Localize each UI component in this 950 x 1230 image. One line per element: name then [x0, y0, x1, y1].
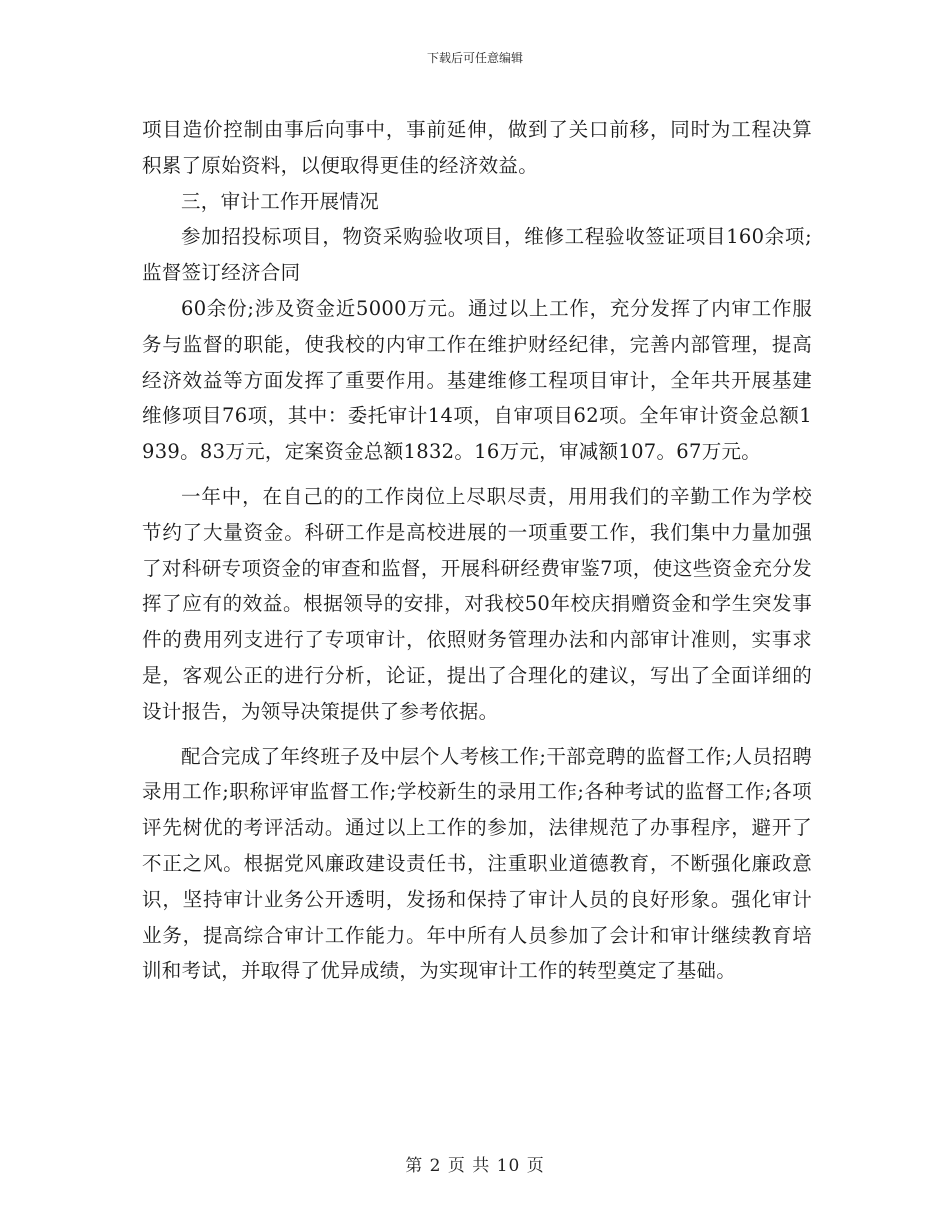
paragraph: 一年中，在自己的的工作岗位上尽职尽责，用用我们的辛勤工作为学校节约了大量资金。科研工作是高校进展的一项重要工作，我们集中力量加强了对科研专项资金的审查和监督，开展科研经费审鉴7项，使这些资金充分发挥了应有的效益。根据领导的安排，对我校50年校庆捐赠资金和学生突发事件的费用列支进行了专项审计，依照财务管理办法和内部审计准则，实事求是，客观公正的进行分析，论证，提出了合理化的建议，写出了全面详细的设计报告，为领导决策提供了参考依据。 [142, 484, 812, 723]
section-heading: 三，审计工作开展情况 [181, 189, 380, 213]
paragraph: 60余份;涉及资金近5000万元。通过以上工作，充分发挥了内审工作服务与监督的职能，使我校的内审工作在维护财经纪律，完善内部管理，提高经济效益等方面发挥了重要作用。基建维修工程项目审计，全年共开展基建维修项目76项，其中：委托审计14项，自审项目62项。全年审计资金总额1939。83万元，定案资金总额1832。16万元，审减额107。67万元。 [142, 296, 812, 464]
paragraph: 配合完成了年终班子及中层个人考核工作;干部竞聘的监督工作;人员招聘录用工作;职称评审监督工作;学校新生的录用工作;各种考试的监督工作;各项评先树优的考评活动。通过以上工作的参加，法律规范了办事程序，避开了不正之风。根据党风廉政建设责任书，注重职业道德教育，不断强化廉政意识，坚持审计业务公开透明，发扬和保持了审计人员的良好形象。强化审计业务，提高综合审计工作能力。年中所有人员参加了会计和审计继续教育培训和考试，并取得了优异成绩，为实现审计工作的转型奠定了基础。 [142, 744, 812, 983]
paragraph: 项目造价控制由事后向事中，事前延伸，做到了关口前移，同时为工程决算积累了原始资料，以便取得更佳的经济效益。 [142, 118, 812, 177]
page-header: 下载后可任意编辑 [426, 51, 523, 65]
paragraph: 参加招投标项目，物资采购验收项目，维修工程验收签证项目160余项;监督签订经济合同 [142, 225, 812, 285]
document-body [142, 112, 812, 989]
page-number: 第 2 页 共 10 页 [405, 1156, 545, 1176]
